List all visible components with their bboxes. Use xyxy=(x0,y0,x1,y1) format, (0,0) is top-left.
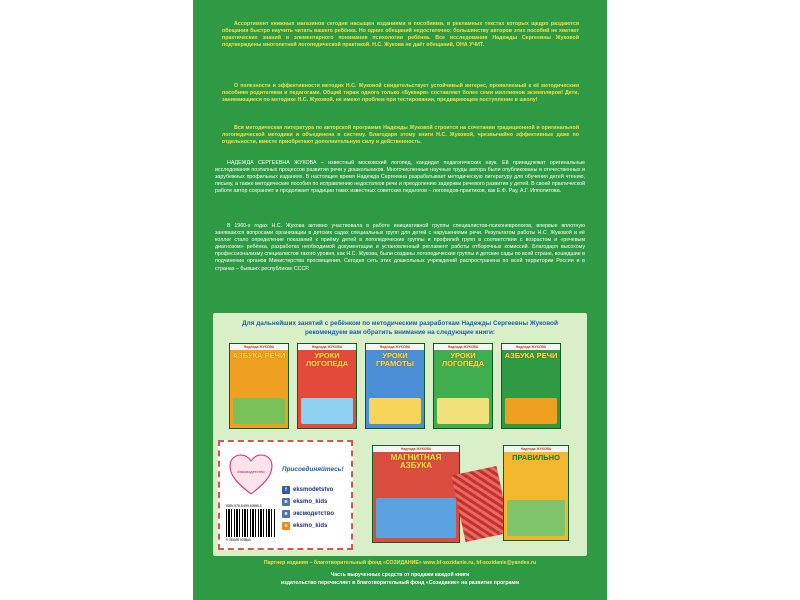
bio-paragraph-1: НАДЕЖДА СЕРГЕЕВНА ЖУКОВА – известный московский логопед, кандидат педагогических наук. Ей принадлежат оригинальные исследования поэтапных процессов развития речи у дошкольников. Многочисленные научные труды автора были опубликованы в отечественных и зарубежных профильных изданиях. В настоящее время Надежда Сергеевна разрабатывает методическую литературу для обучения детей чтению, письму, а также методические пособия по исправлению недостатков речи и преодолению задержки речевого развития у детей. В своей практической работе автор сохраняет и продолжает традиции таких известных советских педагогов – логопедов-практиков, как Е.Ф. Рау, А.Г. Ипполитова. xyxy=(215,160,585,195)
book-title: УРОКИ ЛОГОПЕДА xyxy=(305,351,349,368)
intro-paragraph-1: Ассортимент книжных магазинов сегодня насыщен изданиями и пособиями, в рекламных текстах которых щедро раздаются обещания быстро научить читать вашего ребёнка. Но одних обещаний недостаточно; большинству авторов этих пособий не хватает практических знаний и элементарного понимания психологии ребёнка. Все исследования Надежды Сергеевны Жуковой подтверждены многолетней логопедической практикой. Н.С. Жукова не даёт обещаний, ОНА УЧИТ. xyxy=(222,21,579,48)
intro-paragraph-2: О полезности и эффективности методик Н.С. Жуковой свидетельствует устойчивый интерес, проявляемый к её методическим пособиям родителями и педагогами. Общий тираж одного только «Букваря» составляет более семи миллионов экземпляров! Дети, занимающиеся по методике Н.С. Жуковой, не имеют проблем при тестировании, предваряющем поступление в школу! xyxy=(222,83,579,103)
book-illustration xyxy=(505,398,557,424)
book-cover[interactable] xyxy=(503,445,569,541)
book-author: Надежда ЖУКОВА xyxy=(502,344,560,350)
book-author: Надежда ЖУКОВА xyxy=(298,344,356,350)
book-author: Надежда ЖУКОВА xyxy=(504,446,568,452)
book-illustration xyxy=(301,398,353,424)
book-cover[interactable] xyxy=(297,343,357,429)
ok-icon: o xyxy=(282,522,290,530)
facebook-icon: f xyxy=(282,486,290,494)
book-illustration xyxy=(376,498,456,538)
book-cover[interactable] xyxy=(229,343,289,429)
book-title: АЗБУКА РЕЧИ xyxy=(504,351,558,360)
barcode-number: 9 785699 909865 xyxy=(226,538,251,542)
bio-paragraph-2: В 1960-х годах Н.С. Жукова активно участвовала в работе инициативной группы специалистов-психоневрологов, впервые вплотную занявшихся вопросами организации в детских садах специальных групп для детей с нарушениями речи. Результатом работы Н.С. Жуковой и её коллег стало определение показаний к приёму детей в логопедические группы и профилей групп в соответствии с возрастом и «речевым диагнозом» ребёнка, разработка необходимой документации и установленный регламент работы отборочных комиссий. Благодаря высокому профессионализму специалистов такого уровня, как Н.С. Жукова, были созданы логопедические группы и детские сады по всей стране, вошедшие в подчинение органов Министерства просвещения. Сегодня сеть этих дошкольных учреждений распространена по всей территории России и в странах – бывших республиках СССР. xyxy=(215,223,585,272)
social-label: эксмодетство xyxy=(293,511,334,517)
recommendation-heading xyxy=(218,319,582,337)
barcode xyxy=(226,509,276,537)
social-item[interactable] xyxy=(282,510,334,518)
book-illustration xyxy=(233,398,285,424)
book-author: Надежда ЖУКОВА xyxy=(230,344,288,350)
book-title: УРОКИ ЛОГОПЕДА xyxy=(441,351,485,368)
book-illustration xyxy=(437,398,489,424)
recommendation-line-2: рекомендуем вам обратить внимание на следующие книги: xyxy=(304,329,496,336)
social-label: eksmo_kids xyxy=(293,523,328,529)
isbn: ISBN 978-5-699-90986-5 xyxy=(226,504,262,508)
intro-paragraph-3: Вся методическая литература по авторской программе Надежды Жуковой строится на сочетании традиционной и оригинальной логопедической методики и объединена в систему. Благодаря этому книги Н.С. Жуковой, чрезвычайно эффективные даже по отдельности, вместе приобретают дополнительную силу и действенность. xyxy=(222,125,579,145)
book-author: Надежда ЖУКОВА xyxy=(366,344,424,350)
book-cover[interactable] xyxy=(365,343,425,429)
recommendation-line-1: Для дальнейших занятий с ребёнком по методическим разработкам Надежды Сергеевны Жуковой xyxy=(242,320,558,327)
book-title: МАГНИТНАЯ АЗБУКА xyxy=(390,453,442,470)
charity-line-2: издательство перечисляет в благотворительный фонд «Созидание» на развитие программ xyxy=(280,580,520,586)
book-title: УРОКИ ГРАМОТЫ xyxy=(375,351,415,368)
vk-icon: в xyxy=(282,498,290,506)
social-item[interactable] xyxy=(282,486,333,494)
book-author: Надежда ЖУКОВА xyxy=(434,344,492,350)
join-heading: Присоединяйтесь! xyxy=(282,466,344,473)
partner-footer: Партнер издания – благотворительный фонд «СОЗИДАНИЕ» www.bf-sozidanie.ru, bf-sozidanie@yandex.ru xyxy=(263,560,537,566)
social-item[interactable] xyxy=(282,522,327,530)
social-item[interactable] xyxy=(282,498,327,506)
book-title: ПРАВИЛЬНО xyxy=(512,453,560,462)
social-label: eksmodetstvo xyxy=(293,487,334,493)
charity-line-1: Часть вырученных средств от продажи каждой книги xyxy=(330,572,470,578)
book-cover[interactable] xyxy=(501,343,561,429)
heart-label: #эксмодетство xyxy=(237,469,265,474)
heart-icon xyxy=(228,452,274,498)
social-label: eksmo_kids xyxy=(293,499,328,505)
vk-icon: в xyxy=(282,510,290,518)
social-stamp xyxy=(218,440,353,550)
book-author: Надежда ЖУКОВА xyxy=(373,446,459,452)
book-cover[interactable] xyxy=(372,445,460,543)
book-illustration xyxy=(507,500,565,536)
book-illustration xyxy=(369,398,421,424)
book-title: АЗБУКА РЕЧИ xyxy=(232,351,286,360)
book-cover[interactable] xyxy=(433,343,493,429)
